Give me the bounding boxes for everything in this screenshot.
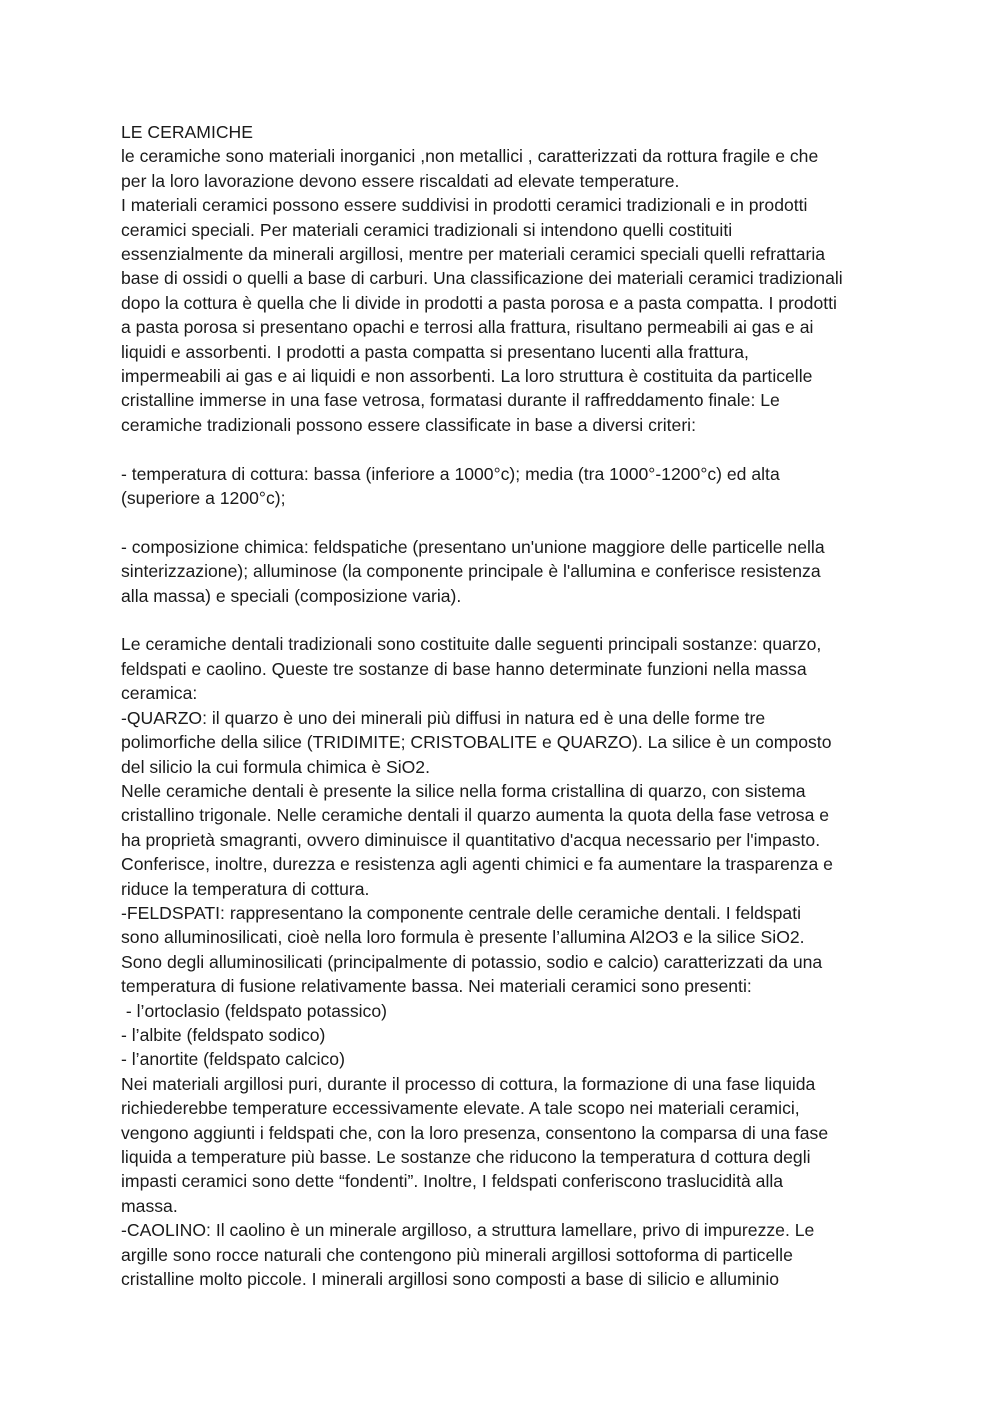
text-line: liquidi e assorbenti. I prodotti a pasta compatta si presentano lucenti alla frattura, — [121, 341, 749, 362]
text-line: massa. — [121, 1195, 178, 1216]
text-line: impasti ceramici sono dette “fondenti”. Inoltre, I feldspati conferiscono traslucidità alla — [121, 1171, 784, 1192]
text-line: - temperatura di cottura: bassa (inferiore a 1000°c); media (tra 1000°-1200°c) ed alta — [121, 463, 780, 484]
text-line: -CAOLINO: Il caolino è un minerale argilloso, a struttura lamellare, privo di impurezze. Le — [121, 1220, 815, 1241]
text-line: liquida a temperature più basse. Le sostanze che riducono la temperatura d cottura degli — [121, 1147, 811, 1168]
text-line: - l’ortoclasio (feldspato potassico) — [121, 1000, 387, 1021]
text-line: Le ceramiche dentali tradizionali sono costituite dalle seguenti principali sostanze: quarzo, — [121, 634, 822, 655]
text-line: -QUARZO: il quarzo è uno dei minerali più diffusi in natura ed è una delle forme tre — [121, 707, 766, 728]
text-line: base di ossidi o quelli a base di carburi. Una classificazione dei materiali ceramici tradizionali — [121, 268, 843, 289]
text-line: (superiore a 1200°c); — [121, 488, 286, 509]
text-line: le ceramiche sono materiali inorganici ,non metallici , caratterizzati da rottura fragile e che — [121, 146, 819, 167]
text-line: - l’anortite (feldspato calcico) — [121, 1049, 345, 1070]
paragraph-gap — [121, 608, 901, 632]
text-line: dopo la cottura è quella che li divide in prodotti a pasta porosa e a pasta compatta. I prodotti — [121, 292, 837, 313]
text-line: Nei materiali argillosi puri, durante il processo di cottura, la formazione di una fase liquida — [121, 1073, 816, 1094]
text-line: impermeabili ai gas e ai liquidi e non assorbenti. La loro struttura è costituita da particelle — [121, 366, 813, 387]
text-line: -FELDSPATI: rappresentano la componente centrale delle ceramiche dentali. I feldspati — [121, 902, 802, 923]
paragraph-gap — [121, 510, 901, 534]
text-line: polimorfiche della silice (TRIDIMITE; CRISTOBALITE e QUARZO). La silice è un composto — [121, 732, 832, 753]
text-line: essenzialmente da minerali argillosi, mentre per materiali ceramici speciali quelli refrattaria — [121, 244, 826, 265]
text-line: ceramiche tradizionali possono essere classificate in base a diversi criteri: — [121, 414, 696, 435]
text-line: - l’albite (feldspato sodico) — [121, 1024, 326, 1045]
text-line: ha proprietà smagranti, ovvero diminuisce il quantitativo d'acqua necessario per l'impasto. — [121, 829, 821, 850]
text-line: Nelle ceramiche dentali è presente la silice nella forma cristallina di quarzo, con sistema — [121, 780, 806, 801]
text-line: cristalline immerse in una fase vetrosa, formatasi durante il raffreddamento finale: Le — [121, 390, 780, 411]
document-title: LE CERAMICHE — [121, 122, 253, 142]
text-line: feldspati e caolino. Queste tre sostanze di base hanno determinate funzioni nella massa — [121, 658, 807, 679]
text-line: vengono aggiunti i feldspati che, con la loro presenza, consentono la comparsa di una fase — [121, 1122, 829, 1143]
paragraph-gap — [121, 437, 901, 461]
text-line: per la loro lavorazione devono essere riscaldati ad elevate temperature. — [121, 170, 680, 191]
text-line: a pasta porosa si presentano opachi e terrosi alla frattura, risultano permeabili ai gas e ai — [121, 317, 814, 338]
text-line: ceramica: — [121, 683, 198, 704]
text-line: cristalline molto piccole. I minerali argillosi sono composti a base di silicio e alluminio — [121, 1269, 780, 1290]
text-line: sono alluminosilicati, cioè nella loro formula è presente l’allumina Al2O3 e la silice SiO2. — [121, 927, 805, 948]
text-line: del silicio la cui formula chimica è SiO2. — [121, 756, 430, 777]
text-line: richiederebbe temperature eccessivamente elevate. A tale scopo nei materiali ceramici, — [121, 1098, 800, 1119]
text-line: sinterizzazione); alluminose (la componente principale è l'allumina e conferisce resistenza — [121, 561, 821, 582]
text-line: Conferisce, inoltre, durezza e resistenza agli agenti chimici e fa aumentare la trasparenza e — [121, 854, 833, 875]
document-body — [121, 120, 901, 1291]
text-line: I materiali ceramici possono essere suddivisi in prodotti ceramici tradizionali e in prodotti — [121, 195, 808, 216]
text-line: cristallino trigonale. Nelle ceramiche dentali il quarzo aumenta la quota della fase vetrosa e — [121, 805, 830, 826]
text-line: ceramici speciali. Per materiali ceramici tradizionali si intendono quelli costituiti — [121, 219, 733, 240]
text-line: riduce la temperatura di cottura. — [121, 878, 370, 899]
text-line: temperatura di fusione relativamente bassa. Nei materiali ceramici sono presenti: — [121, 976, 752, 997]
text-line: - composizione chimica: feldspatiche (presentano un'unione maggiore delle particelle nella — [121, 536, 825, 557]
text-line: argille sono rocce naturali che contengono più minerali argillosi sottoforma di particelle — [121, 1244, 793, 1265]
text-line: Sono degli alluminosilicati (principalmente di potassio, sodio e calcio) caratterizzati da una — [121, 951, 823, 972]
text-line: alla massa) e speciali (composizione varia). — [121, 585, 462, 606]
